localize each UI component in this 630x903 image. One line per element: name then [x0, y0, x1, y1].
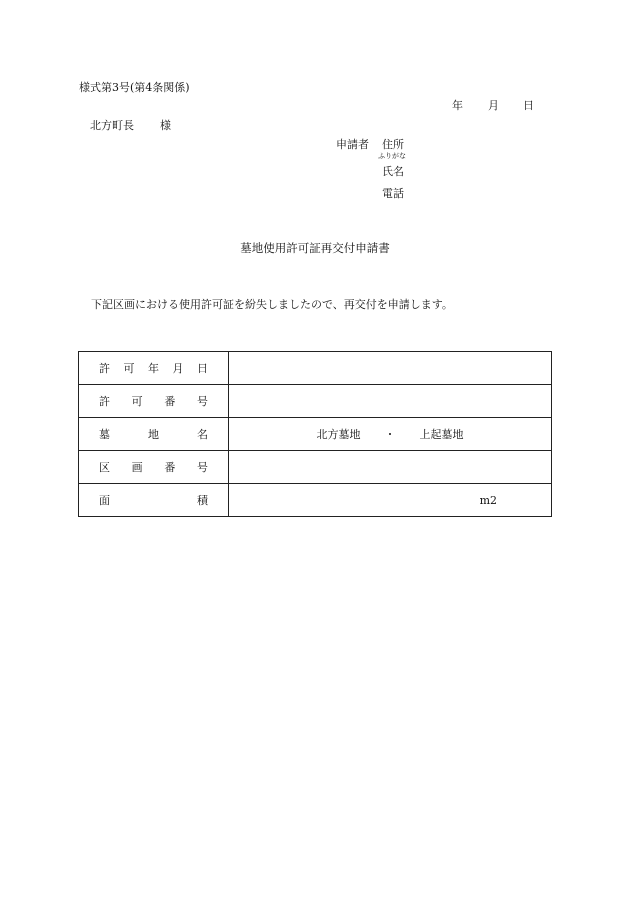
furigana-label: ふりがな [378, 152, 406, 160]
cemetery-name-label [79, 418, 229, 451]
cemetery-name-field[interactable] [229, 418, 552, 451]
table-row [79, 385, 552, 418]
label-char: 号 [196, 395, 208, 408]
label-char: 可 [131, 395, 143, 408]
label-char: 日 [197, 362, 208, 375]
label-char: 画 [131, 461, 143, 474]
label-char: 許 [99, 362, 110, 375]
document-title: 墓地使用許可証再交付申請書 [240, 241, 390, 255]
area-field[interactable] [229, 484, 552, 517]
plot-number-field[interactable] [229, 451, 552, 484]
table-row [79, 451, 552, 484]
cemetery-option-kamiokoshi[interactable]: 上起墓地 [419, 428, 464, 441]
permit-number-label [79, 385, 229, 418]
date-month-label: 月 [488, 99, 499, 112]
label-char: 月 [172, 362, 184, 375]
label-char: 墓 [99, 428, 110, 441]
table-row [79, 418, 552, 451]
label-char: 番 [164, 395, 176, 408]
permit-date-label [79, 352, 229, 385]
label-char: 許 [99, 395, 110, 408]
application-table [78, 351, 552, 517]
applicant-label: 申請者 [336, 138, 369, 151]
request-statement: 下記区画における使用許可証を紛失しましたので、再交付を申請します。 [91, 298, 453, 311]
plot-number-label [79, 451, 229, 484]
addressee-honorific: 様 [160, 119, 171, 132]
label-char: 地 [148, 428, 159, 441]
form-number: 様式第3号(第4条関係) [79, 81, 190, 94]
cemetery-separator: ・ [384, 428, 396, 441]
cemetery-option-kitagata[interactable]: 北方墓地 [316, 428, 361, 441]
area-label [79, 484, 229, 517]
phone-label: 電話 [382, 187, 404, 200]
label-char: 名 [197, 428, 208, 441]
label-char: 面 [99, 494, 110, 507]
table-row [79, 484, 552, 517]
label-char: 番 [164, 461, 176, 474]
date-day-label: 日 [523, 99, 534, 112]
label-char: 号 [196, 461, 208, 474]
address-label: 住所 [382, 138, 404, 151]
date-year-label: 年 [452, 99, 463, 112]
permit-date-field[interactable] [229, 352, 552, 385]
label-char: 区 [99, 461, 110, 474]
name-label: 氏名 [382, 165, 404, 178]
label-char: 可 [123, 362, 135, 375]
label-char: 年 [148, 362, 159, 375]
area-unit: m2 [479, 493, 497, 507]
addressee: 北方町長 [90, 119, 134, 132]
permit-number-field[interactable] [229, 385, 552, 418]
label-char: 積 [197, 494, 208, 507]
table-row [79, 352, 552, 385]
